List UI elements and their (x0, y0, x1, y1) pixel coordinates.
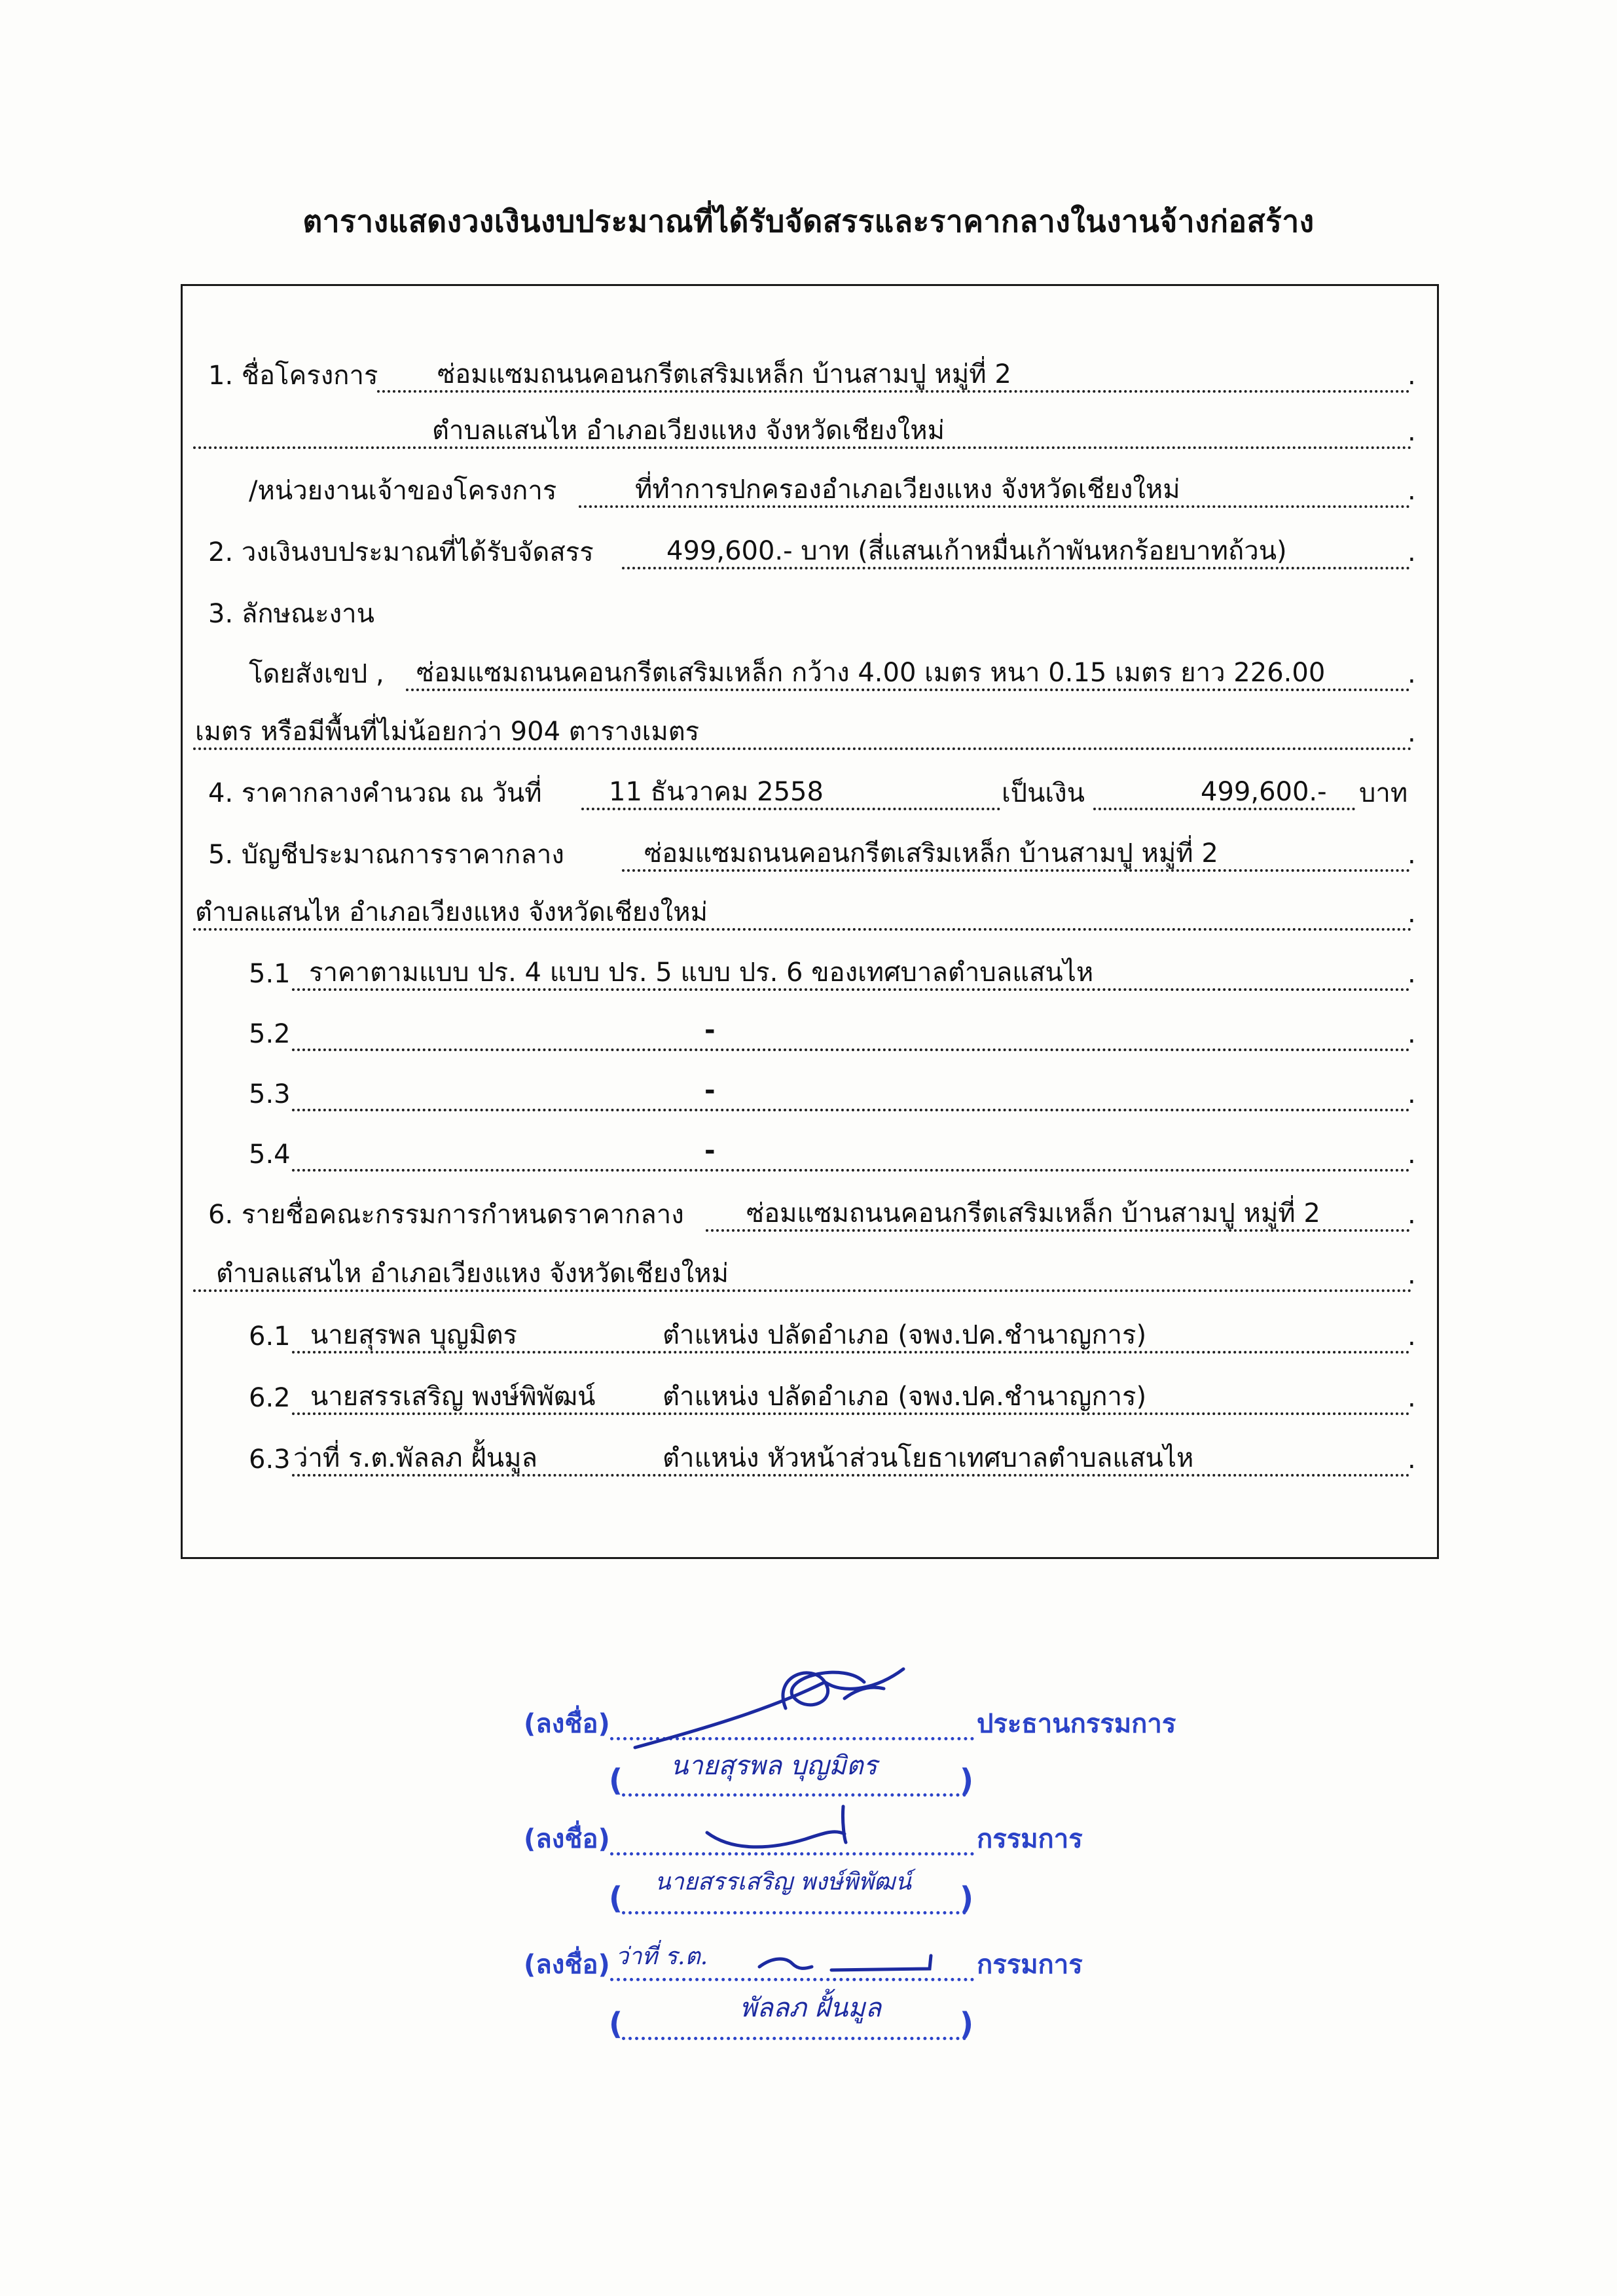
item5-3-dotline (292, 1109, 1410, 1111)
item3-desc-label: โดยสังเขป , (249, 659, 384, 689)
item5-2-dotline (292, 1049, 1410, 1051)
item5-value-line1: ซ่อมแซมถนนคอนกรีตเสริมเหล็ก บ้านสามปู หมู่ที่ 2 (644, 838, 1218, 869)
item5-4-text: - (704, 1136, 716, 1166)
signature-1-role: ประธานกรรมการ (977, 1709, 1176, 1739)
signature-2-scribble (694, 1793, 917, 1859)
item5-1-text: ราคาตามแบบ ปร. 4 แบบ ปร. 5 แบบ ปร. 6 ของเทศบาลตำบลแสนไห (309, 958, 1094, 988)
item4-label: 4. ราคากลางคำนวณ ณ วันที่ (208, 778, 542, 808)
item6-value-line1: ซ่อมแซมถนนคอนกรีตเสริมเหล็ก บ้านสามปู หมู่ที่ 2 (746, 1198, 1320, 1229)
item4-date: 11 ธันวาคม 2558 (609, 777, 824, 807)
item2-label: 2. วงเงินงบประมาณที่ได้รับจัดสรร (208, 537, 594, 567)
item1-project-name-line2: ตำบลแสนไห อำเภอเวียงแหง จังหวัดเชียงใหม่ (432, 416, 945, 446)
signature-3-sign-label: (ลงชื่อ) (524, 1950, 610, 1980)
item6-2-position: ตำแหน่ง ปลัดอำเภอ (จพง.ปค.ชำนาญการ) (663, 1382, 1147, 1412)
item1-label: 1. ชื่อโครงการ (208, 361, 378, 391)
signature-3-name-line (622, 2037, 966, 2040)
item4-unit: บาท (1359, 778, 1408, 808)
signature-1-scribble (628, 1636, 917, 1754)
item5-3-text: - (704, 1075, 716, 1105)
item5-2-text: - (704, 1015, 716, 1045)
item3-desc-line1: ซ่อมแซมถนนคอนกรีตเสริมเหล็ก กว้าง 4.00 เมตร หนา 0.15 เมตร ยาว 226.00 (416, 658, 1326, 688)
item6-3-num: 6.3 (249, 1444, 291, 1475)
item6-3-name: ว่าที่ ร.ต.พัลลภ ฝั้นมูล (293, 1443, 538, 1473)
item6-label: 6. รายชื่อคณะกรรมการกำหนดราคากลาง (208, 1200, 684, 1230)
item5-2-num: 5.2 (249, 1019, 291, 1049)
item5-3-num: 5.3 (249, 1079, 291, 1109)
item3-label: 3. ลักษณะงาน (208, 599, 374, 629)
item5-label: 5. บัญชีประมาณการราคากลาง (208, 840, 564, 870)
item6-value-line2: ตำบลแสนไห อำเภอเวียงแหง จังหวัดเชียงใหม่ (216, 1259, 729, 1289)
item5-4-dotline (292, 1169, 1410, 1172)
item4-amount-label: เป็นเงิน (1002, 778, 1085, 808)
item6-1-position: ตำแหน่ง ปลัดอำเภอ (จพง.ปค.ชำนาญการ) (663, 1320, 1147, 1350)
item6-1-num: 6.1 (249, 1321, 291, 1352)
item4-amount: 499,600.- (1201, 777, 1327, 807)
item6-2-name: นายสรรเสริญ พงษ์พิพัฒน์ (310, 1382, 596, 1412)
signature-2-sign-label: (ลงชื่อ) (524, 1824, 610, 1854)
item6-2-num: 6.2 (249, 1383, 291, 1413)
item1-agency-value: ที่ทำการปกครองอำเภอเวียงแหง จังหวัดเชียงใหม่ (635, 475, 1180, 505)
item3-desc-line2: เมตร หรือมีพื้นที่ไม่น้อยกว่า 904 ตารางเมตร (195, 717, 700, 747)
signature-3-role: กรรมการ (977, 1950, 1083, 1980)
signature-1-sign-label: (ลงชื่อ) (524, 1709, 610, 1739)
signature-2-name-line (622, 1911, 966, 1914)
item5-4-num: 5.4 (249, 1139, 291, 1170)
item5-1-num: 5.1 (249, 959, 291, 989)
signature-3-handwritten-prefix: ว่าที่ ร.ต. (615, 1943, 708, 1970)
signature-1-handwritten-name: นายสุรพล บุญมิตร (670, 1751, 878, 1781)
item5-value-line2: ตำบลแสนไห อำเภอเวียงแหง จังหวัดเชียงใหม่ (195, 897, 708, 927)
item2-budget-value: 499,600.- บาท (สี่แสนเก้าหมื่นเก้าพันหกร้อยบาทถ้วน) (666, 536, 1287, 566)
item1-project-name-line1: ซ่อมแซมถนนคอนกรีตเสริมเหล็ก บ้านสามปู หมู่ที่ 2 (437, 359, 1011, 389)
signature-2-handwritten-name: นายสรรเสริญ พงษ์พิพัฒน์ (655, 1869, 911, 1895)
signature-3-handwritten-name: พัลลภ ฝั้นมูล (740, 1993, 882, 2023)
signature-2-role: กรรมการ (977, 1824, 1083, 1854)
page-title: ตารางแสดงวงเงินงบประมาณที่ได้รับจัดสรรและราคากลางในงานจ้างก่อสร้าง (302, 204, 1315, 239)
item1-agency-label: /หน่วยงานเจ้าของโครงการ (249, 476, 557, 506)
item6-3-position: ตำแหน่ง หัวหน้าส่วนโยธาเทศบาลตำบลแสนไห (663, 1443, 1194, 1473)
signature-3-scribble (753, 1937, 936, 1983)
item6-1-name: นายสุรพล บุญมิตร (310, 1320, 518, 1350)
